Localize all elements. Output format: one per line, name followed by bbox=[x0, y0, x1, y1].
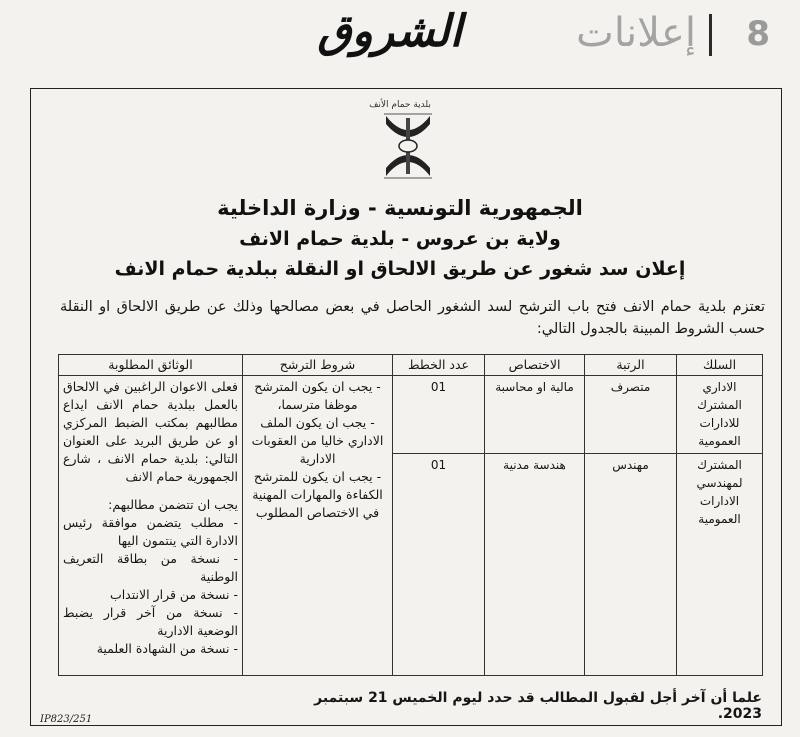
documents-lead: يجب ان تتضمن مطالبهم: bbox=[108, 497, 238, 512]
header-rank: الرتبة bbox=[585, 355, 677, 376]
document-item: - نسخة من آخر قرار يضبط الوضعية الادارية bbox=[63, 605, 238, 638]
condition-item: - يجب ان يكون للمترشح الكفاءة والمهارات المهنية في الاختصاص المطلوب bbox=[252, 469, 383, 520]
cell-specialty: مالية او محاسبة bbox=[485, 376, 585, 454]
table-row bbox=[59, 376, 763, 454]
table-header-row bbox=[59, 355, 763, 376]
spacer bbox=[63, 486, 238, 496]
header-documents: الوثائق المطلوبة bbox=[59, 355, 243, 376]
header-positions: عدد الخطط bbox=[393, 355, 485, 376]
document-item: - مطلب يتضمن موافقة رئيس الادارة التي ينتمون اليها bbox=[63, 515, 238, 548]
ad-reference: IP823/251 bbox=[40, 714, 93, 725]
header-specialty: الاختصاص bbox=[485, 355, 585, 376]
condition-item: - يجب ان يكون المترشح موظفا مترسما، bbox=[254, 379, 381, 412]
heading-municipality: ولاية بن عروس - بلدية حمام الانف bbox=[239, 228, 561, 250]
positions-table bbox=[58, 354, 763, 676]
cell-corps: الاداري المشترك للادارات العمومية bbox=[677, 376, 763, 454]
condition-item: - يجب ان يكون الملف الاداري خاليا من العقوبات الادارية bbox=[251, 415, 384, 466]
document-item: - نسخة من قرار الانتداب bbox=[109, 587, 238, 602]
masthead bbox=[0, 0, 800, 74]
intro-paragraph: تعتزم بلدية حمام الانف فتح باب الترشح لسد الشغور الحاصل في بعض مصالحها وذلك عن طريق الالحاق او النقلة حسب الشروط المبينة بالجدول التالي: bbox=[60, 299, 765, 337]
heading-announcement-title: إعلان سد شغور عن طريق الالحاق او النقلة ببلدية حمام الانف bbox=[114, 258, 686, 280]
municipality-emblem-icon bbox=[380, 110, 436, 182]
section-title: إعلانات bbox=[576, 10, 696, 56]
cell-positions: 01 bbox=[393, 376, 485, 454]
cell-specialty: هندسة مدنية bbox=[485, 454, 585, 676]
page-number: 8 bbox=[746, 14, 770, 54]
cell-rank: متصرف bbox=[585, 376, 677, 454]
document-item: - نسخة من بطاقة التعريف الوطنية bbox=[63, 551, 238, 584]
masthead-divider bbox=[709, 14, 712, 56]
header-conditions: شروط الترشح bbox=[243, 355, 393, 376]
documents-intro: فعلى الاعوان الراغبين في الالحاق بالعمل ببلدية حمام الانف ايداع مطالبهم بمكتب الضبط المركزي او عن طريق البريد على العنوان التالي: بلدية حمام الانف ، شارع الجمهورية حمام الانف bbox=[63, 379, 238, 484]
heading-ministry: الجمهورية التونسية - وزارة الداخلية bbox=[217, 196, 583, 220]
cell-positions: 01 bbox=[393, 454, 485, 676]
cell-documents bbox=[59, 376, 243, 676]
newspaper-logo: الشروق bbox=[317, 6, 462, 57]
cell-corps: المشترك لمهندسي الادارات العمومية bbox=[677, 454, 763, 676]
cell-conditions bbox=[243, 376, 393, 676]
document-item: - نسخة من الشهادة العلمية bbox=[96, 641, 238, 656]
deadline-notice: علما أن آخر أجل لقبول المطالب قد حدد ليوم الخميس 21 سبتمبر 2023. bbox=[314, 690, 762, 722]
emblem-caption: بلدية حمام الأنف bbox=[369, 100, 431, 110]
cell-rank: مهندس bbox=[585, 454, 677, 676]
header-corps: السلك bbox=[677, 355, 763, 376]
